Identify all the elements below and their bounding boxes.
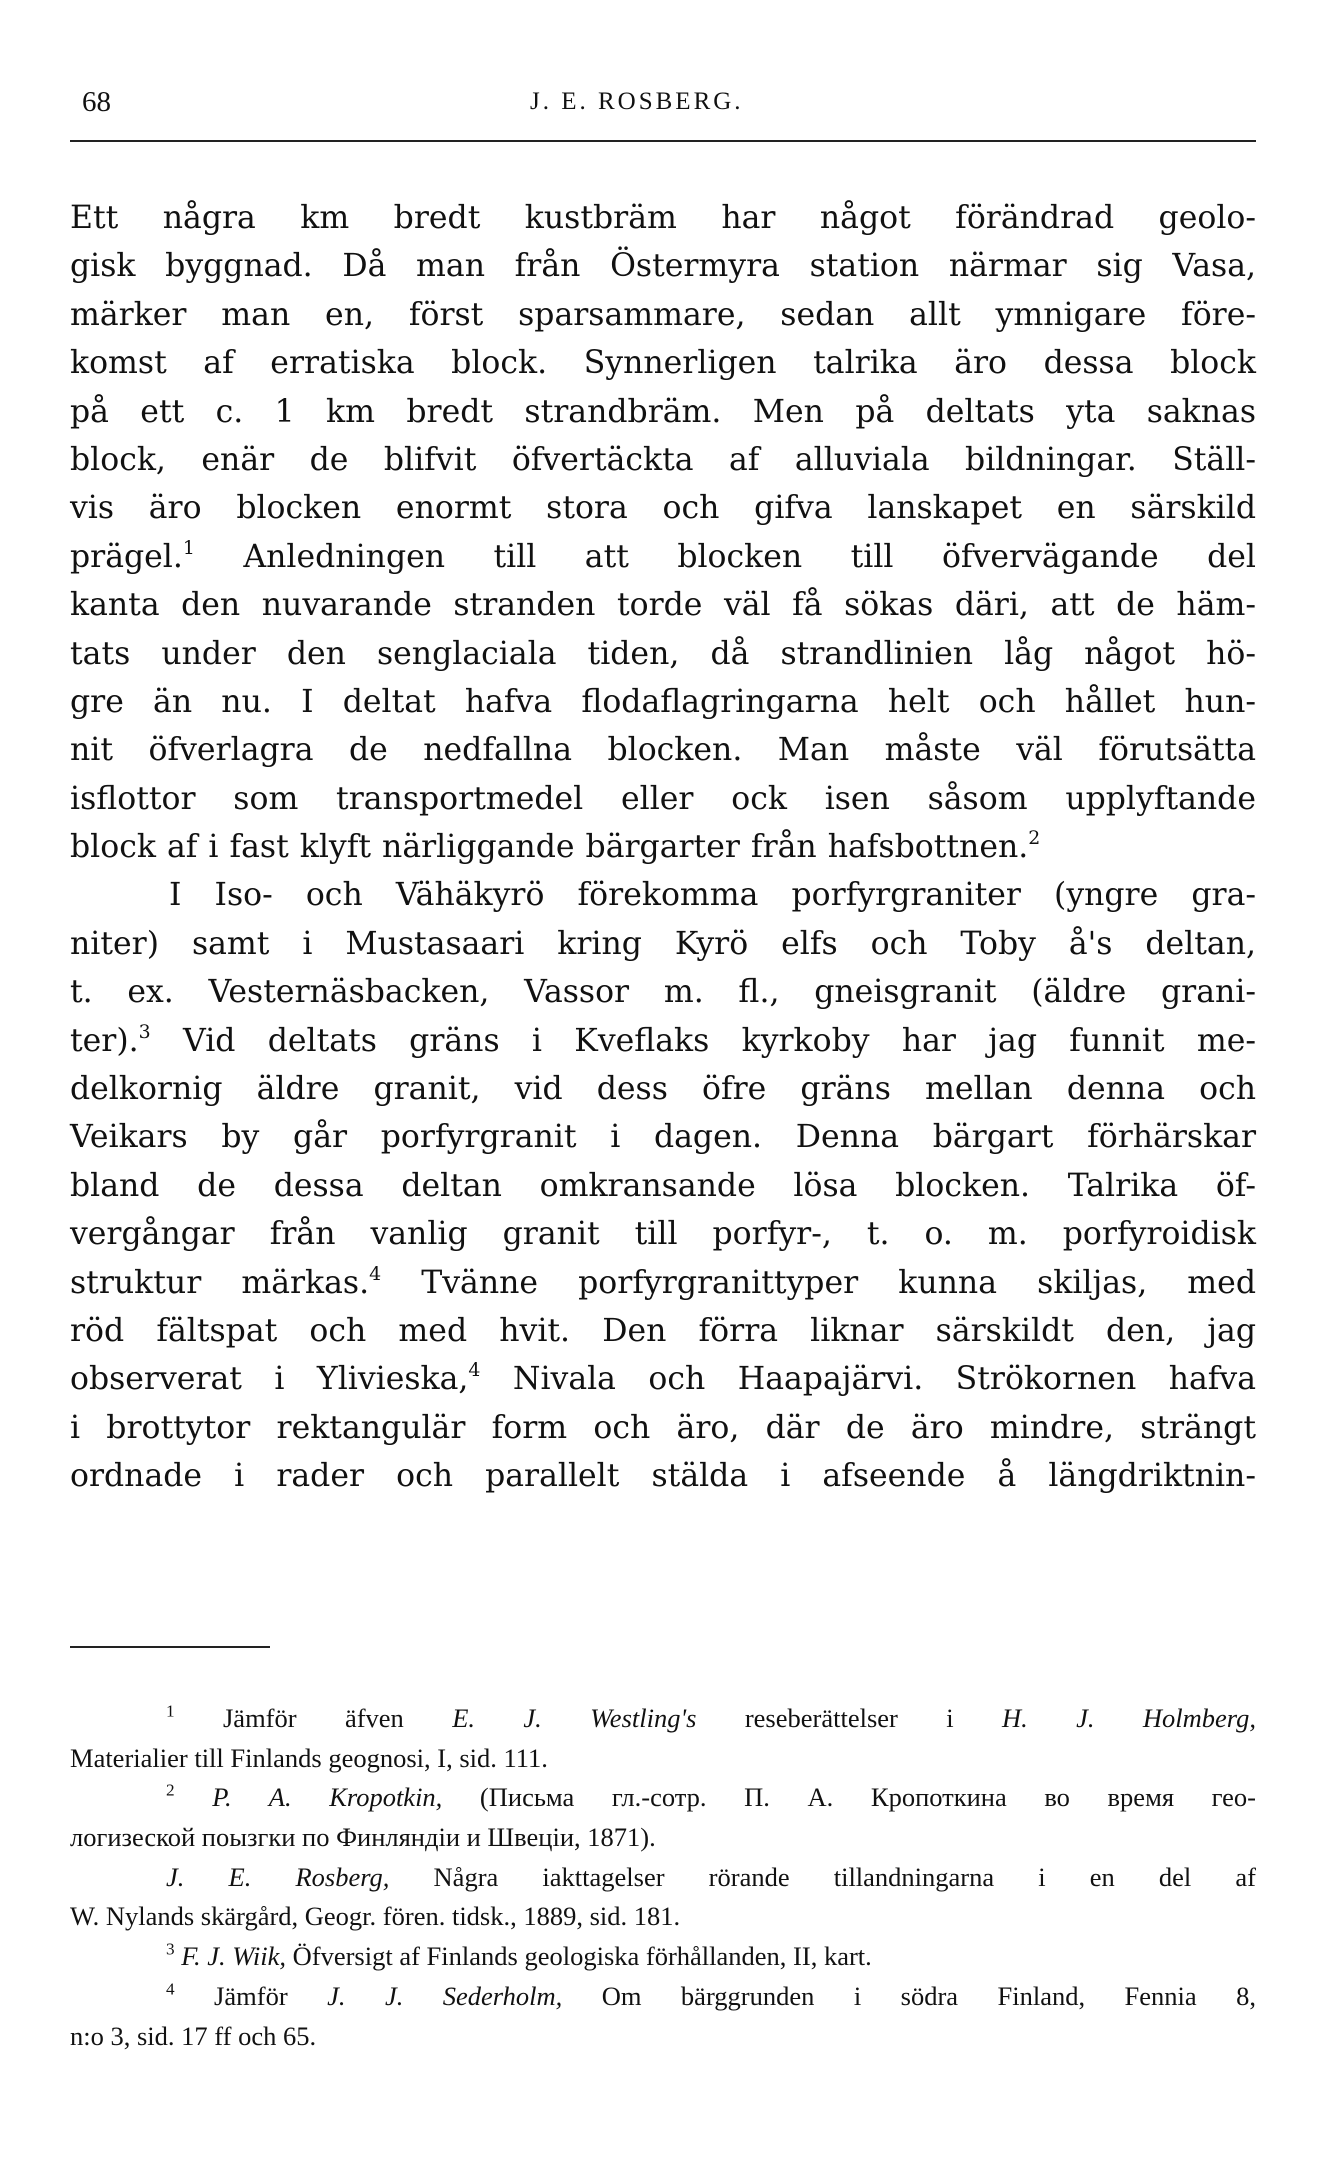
- footnote-line: [70, 1897, 1256, 1937]
- text-segment: i brottytor rektangulär form och äro, där de äro mindre, strängt: [70, 1409, 1256, 1446]
- text-segment: t. ex. Vesternäsbacken, Vassor m. fl., gneisgranit (äldre grani-: [70, 974, 1256, 1011]
- footnote-line: [70, 1858, 1256, 1898]
- text-segment: bland de dessa deltan omkransande lösa blocken. Talrika öf-: [70, 1167, 1256, 1204]
- footnote-marker: 1: [182, 536, 195, 559]
- footnote-line: [70, 1977, 1256, 2017]
- page-header: [82, 86, 1262, 126]
- text-segment: Jämför äfven: [174, 1703, 453, 1733]
- text-line: [70, 630, 1256, 678]
- text-segment: röd fältspat och med hvit. Den förra liknar särskildt den, jag: [70, 1312, 1256, 1349]
- text-line: [70, 726, 1256, 774]
- header-rule: [70, 140, 1256, 142]
- text-segment: n:o 3, sid. 17 ff och 65.: [70, 2020, 317, 2051]
- text-segment: W. Nylands skärgård, Geogr. fören. tidsk., 1889, sid. 181.: [70, 1901, 681, 1932]
- text-line: [70, 339, 1256, 387]
- text-line: [70, 775, 1256, 823]
- text-line: [70, 484, 1256, 532]
- text-line: [70, 1355, 1256, 1403]
- text-segment: (Письма гл.-сотр. П. А. Кропоткина во время гео-: [442, 1782, 1256, 1813]
- text-segment: delkornig äldre granit, vid dess öfre gräns mellan denna och: [70, 1071, 1256, 1108]
- footnote-marker: 1: [166, 1701, 175, 1721]
- text-segment: tats under den senglaciala tiden, då strandlinien låg något hö-: [70, 635, 1256, 672]
- text-line: [70, 1404, 1256, 1452]
- footnote-marker: 3: [166, 1939, 175, 1959]
- footnote-marker: 2: [166, 1781, 175, 1801]
- text-segment: Vid deltats gräns i Kveflaks kyrkoby har jag funnit me-: [150, 1022, 1256, 1059]
- text-segment: [175, 1782, 213, 1812]
- text-segment: ordnade i rader och parallelt stälda i afseende å längdriktnin-: [70, 1458, 1256, 1495]
- text-segment: på ett c. 1 km bredt strandbräm. Men på deltats yta saknas: [70, 393, 1256, 430]
- text-segment: kanta den nuvarande stranden torde väl få sökas däri, att de häm-: [70, 587, 1256, 624]
- text-line: [70, 1113, 1256, 1161]
- footnote-marker: 4: [166, 1979, 175, 1999]
- text-line: [70, 533, 1256, 581]
- text-segment: gre än nu. I deltat hafva flodaflagringarna helt och hållet hun-: [70, 683, 1256, 720]
- text-segment: Tvänne porfyrgranittyper kunna skiljas, med: [381, 1264, 1256, 1301]
- text-segment: Nivala och Haapajärvi. Strökornen hafva: [480, 1361, 1256, 1398]
- body-text: [70, 194, 1256, 1501]
- text-segment: struktur märkas.: [70, 1264, 370, 1301]
- footnote-marker: 2: [1028, 826, 1041, 849]
- text-line: [70, 388, 1256, 436]
- italic-text: E. J. Westling's: [452, 1703, 697, 1733]
- italic-text: P. A. Kropotkin,: [212, 1782, 443, 1813]
- text-segment: reseberättelser i: [696, 1703, 1002, 1733]
- text-line: [70, 581, 1256, 629]
- italic-text: H. J. Holmberg,: [1001, 1703, 1257, 1733]
- text-segment: komst af erratiska block. Synnerligen talrika äro dessa block: [70, 345, 1256, 382]
- text-segment: vergångar från vanlig granit till porfyr-, t. o. m. porfyroidisk: [70, 1216, 1256, 1253]
- text-line: [70, 1259, 1256, 1307]
- footnotes: [70, 1699, 1256, 2056]
- text-segment: Några iakttagelser rörande tillandningarna i en del af: [389, 1861, 1256, 1892]
- text-segment: gisk byggnad. Då man från Östermyra station närmar sig Vasa,: [70, 248, 1256, 285]
- text-line: [70, 678, 1256, 726]
- text-segment: prägel.: [70, 538, 183, 575]
- text-line: [70, 920, 1256, 968]
- text-line: [70, 1162, 1256, 1210]
- running-head: J. E. ROSBERG.: [530, 88, 744, 115]
- text-segment: märker man en, först sparsammare, sedan allt ymnigare före-: [70, 296, 1256, 333]
- footnote-line: [70, 1818, 1256, 1858]
- text-segment: block, enär de blifvit öfvertäckta af alluviala bildningar. Ställ-: [70, 441, 1256, 478]
- text-segment: nit öfverlagra de nedfallna blocken. Man måste väl förutsätta: [70, 732, 1256, 769]
- text-segment: isflottor som transportmedel eller ock isen såsom upplyftande: [70, 780, 1256, 817]
- footnote-line: [70, 1937, 1256, 1977]
- text-segment: observerat i Ylivieska,: [70, 1361, 469, 1398]
- footnote-rule: [70, 1646, 270, 1648]
- text-segment: Öfversigt af Finlands geologiska förhållanden, II, kart.: [286, 1941, 872, 1972]
- footnote-line: [70, 1778, 1256, 1818]
- text-line: [70, 823, 1256, 871]
- text-segment: vis äro blocken enormt stora och gifva lanskapet en särskild: [70, 490, 1256, 527]
- italic-text: J. E. Rosberg,: [166, 1861, 390, 1892]
- text-segment: Om bärggrunden i södra Finland, Fennia 8,: [562, 1980, 1256, 2011]
- text-line: [70, 1307, 1256, 1355]
- text-line: [70, 1065, 1256, 1113]
- text-line: [70, 194, 1256, 242]
- text-segment: Veikars by går porfyrgranit i dagen. Denna bärgart förhärskar: [70, 1119, 1256, 1156]
- text-segment: Materialier till Finlands geognosi, I, sid. 111.: [70, 1742, 548, 1773]
- text-line: [70, 242, 1256, 290]
- text-segment: Anledningen till att blocken till öfvervägande del: [194, 538, 1256, 575]
- footnote-marker: 4: [468, 1359, 481, 1382]
- italic-text: F. J. Wiik,: [181, 1941, 286, 1972]
- text-segment: I Iso- och Vähäkyrö förekomma porfyrgraniter (yngre gra-: [169, 877, 1256, 914]
- text-segment: ter).: [70, 1022, 139, 1059]
- page-number: 68: [82, 86, 111, 118]
- text-segment: niter) samt i Mustasaari kring Kyrö elfs och Toby å's deltan,: [70, 925, 1256, 962]
- text-line: [70, 1452, 1256, 1500]
- text-segment: Jämför: [174, 1980, 328, 2011]
- text-line: [70, 436, 1256, 484]
- text-segment: block af i fast klyft närliggande bärgarter från hafsbottnen.: [70, 829, 1029, 866]
- footnote-line: [70, 2017, 1256, 2057]
- text-segment: логизеской поызгки по Финляндіи и Швеціи, 1871).: [70, 1822, 656, 1853]
- text-line: [70, 1210, 1256, 1258]
- italic-text: J. J. Sederholm,: [327, 1980, 563, 2011]
- footnote-marker: 3: [138, 1020, 151, 1043]
- text-segment: Ett några km bredt kustbräm har något förändrad geolo-: [70, 200, 1256, 236]
- text-line: [70, 871, 1256, 919]
- footnote-marker: 4: [369, 1262, 382, 1285]
- text-line: [70, 968, 1256, 1016]
- footnote-line: [70, 1739, 1256, 1779]
- text-line: [70, 1017, 1256, 1065]
- text-line: [70, 291, 1256, 339]
- footnote-line: [70, 1699, 1256, 1739]
